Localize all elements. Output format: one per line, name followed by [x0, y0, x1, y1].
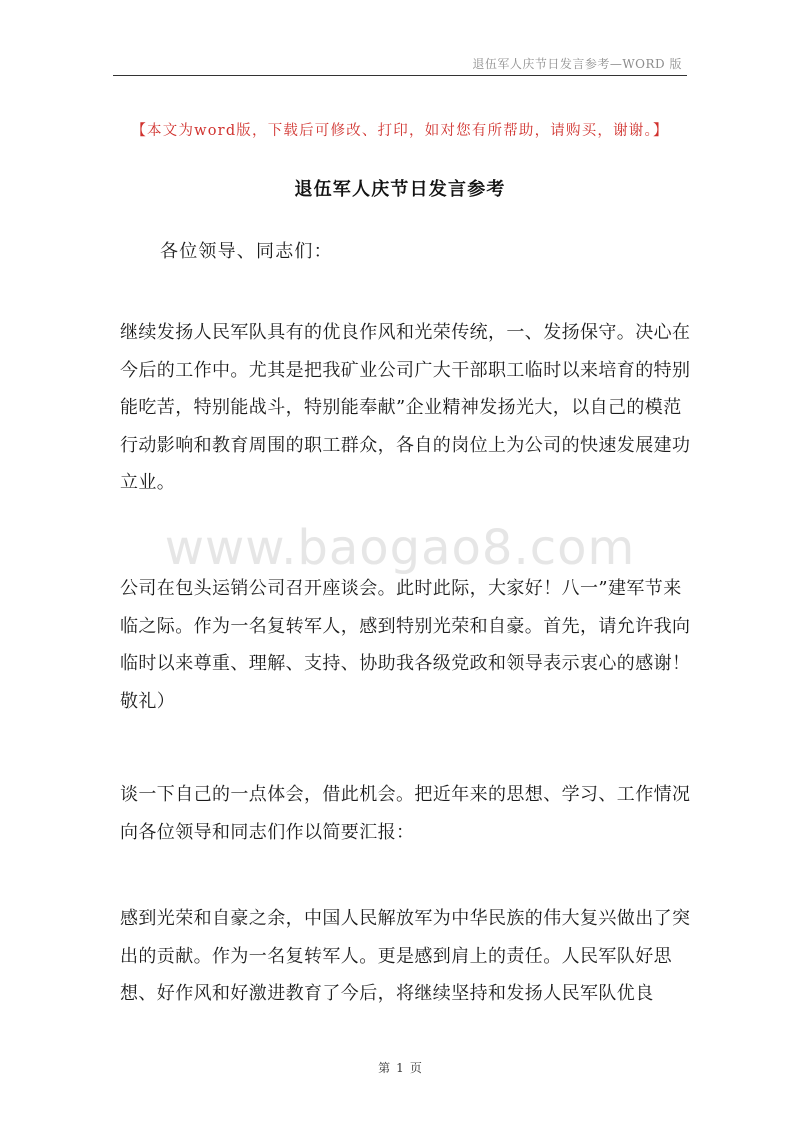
- paragraph-1: 继续发扬人民军队具有的优良作风和光荣传统，一、发扬保守。决心在今后的工作中。尤其是把我矿业公司广大干部职工临时以来培育的特别能吃苦，特别能战斗，特别能奉献”企业精神发扬光大，以自己的模范行动影响和教育周围的职工群众，各自的岗位上为公司的快速发展建功立业。: [120, 322, 691, 493]
- running-header: 退伍军人庆节日发言参考—WORD 版: [472, 57, 682, 71]
- paragraph-3: 谈一下自己的一点体会，借此机会。把近年来的思想、学习、工作情况向各位领导和同志们作以简要汇报：: [120, 784, 691, 843]
- page-number-suffix: 页: [409, 1061, 422, 1075]
- page-number-value: 1: [396, 1061, 404, 1075]
- document-title: 退伍军人庆节日发言参考: [294, 179, 506, 200]
- header-divider: [113, 75, 687, 76]
- watermark: www.baogao8.com: [164, 520, 636, 576]
- page-number-prefix: 第: [378, 1061, 391, 1075]
- page-number: [0, 1059, 800, 1076]
- download-notice: 【本文为word版，下载后可修改、打印，如对您有所帮助，请购买，谢谢。】: [131, 123, 669, 139]
- greeting: 各位领导、同志们：: [160, 241, 333, 262]
- paragraph-4: 感到光荣和自豪之余，中国人民解放军为中华民族的伟大复兴做出了突出的贡献。作为一名复转军人。更是感到肩上的责任。人民军队好思想、好作风和好激进教育了今后，将继续坚持和发扬人民军队优良: [120, 908, 691, 1004]
- paragraph-2: 公司在包头运销公司召开座谈会。此时此际，大家好！八一”建军节来临之际。作为一名复转军人，感到特别光荣和自豪。首先，请允许我向临时以来尊重、理解、支持、协助我各级党政和领导表示衷心的感谢！敬礼）: [120, 578, 691, 712]
